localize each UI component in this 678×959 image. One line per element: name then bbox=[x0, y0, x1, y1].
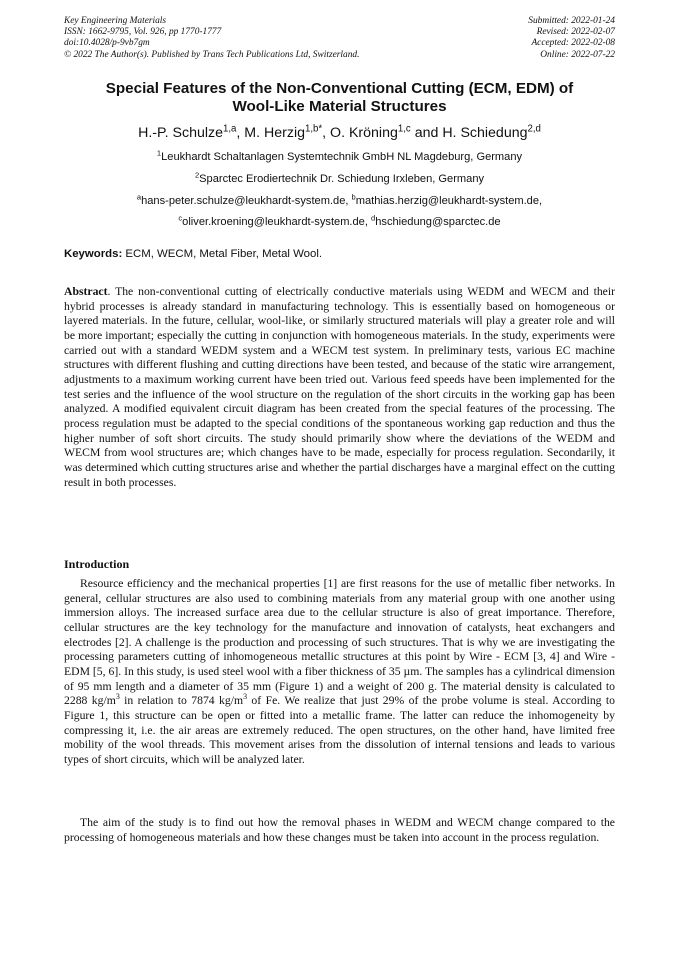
author-affiliation-marker: 2,d bbox=[527, 123, 541, 135]
keywords bbox=[64, 247, 615, 262]
paragraph-text: Resource efficiency and the mechanical properties [1] are first reasons for the use of metallic fiber networks. In general, cellular structures are also used to combining materials from any material group with one another using immersion alloys. The increased surface area due to the cellular structure is also of great importance. Therefore, cellular structures are the key technology for the manufacture and innovation of catalysts, heat exchangers and electrodes [2]. A challenge is the production and processing of such structures. That is why we are investigating the processing parameters cutting of inhomogeneous metallic structures at this point by Wire - ECM [3, 4] and Wire - EDM [5, 6]. In this study, is used steel wool with a fiber thickness of 35 µm. The samples has a cylindrical dimension of 95 mm length and a diameter of 35 mm (Figure 1) and a weight of 200 g. The material density is calculated to 2288 kg/m bbox=[64, 577, 615, 708]
affiliation-marker: 1 bbox=[156, 148, 162, 158]
email-marker: c bbox=[178, 213, 183, 223]
affiliation-1 bbox=[64, 150, 615, 164]
keywords-label: Keywords: bbox=[64, 248, 123, 260]
title-line-2: Wool-Like Material Structures bbox=[232, 98, 447, 115]
author-name: O. Kröning bbox=[330, 125, 398, 141]
email-address[interactable]: hans-peter.schulze@leukhardt-system.de, bbox=[141, 195, 352, 207]
journal-name: Key Engineering Materials bbox=[64, 16, 167, 26]
email-marker: d bbox=[371, 213, 376, 223]
email-address[interactable]: mathias.herzig@leukhardt-system.de, bbox=[355, 195, 543, 207]
paragraph-text: in relation to 7874 kg/m bbox=[119, 694, 244, 708]
paragraph-text: of Fe. We realize that just 29% of the probe volume is steal. According to Figure 1, this structure can be open or fitted into a metallic frame. The latter can reduce the inhomogeneity by compressing it, i.e. the air areas are extremely reduced. The open structures, on the other hand, have limited free mobility of the wool threads. This movement arises from the dissolution of internal tensions and leads to various types of short circuits, which will be analyzed later. bbox=[64, 694, 616, 766]
abstract-label: Abstract bbox=[64, 285, 108, 298]
affiliation-text: Leukhardt Schaltanlagen Systemtechnik GmbH NL Magdeburg, Germany bbox=[161, 151, 523, 163]
author-affiliation-marker: 1,b* bbox=[305, 123, 323, 135]
affiliation-2 bbox=[64, 172, 615, 186]
revised-date: Revised: 2022-02-07 bbox=[536, 27, 615, 38]
author-name: M. Herzig bbox=[244, 125, 305, 141]
superscript: 3 bbox=[115, 692, 120, 702]
affiliation-marker: 2 bbox=[194, 170, 200, 180]
accepted-date: Accepted: 2022-02-08 bbox=[531, 38, 615, 49]
introduction-paragraph-1 bbox=[64, 577, 615, 768]
copyright-notice: © 2022 The Author(s). Published by Trans Tech Publications Ltd, Switzerland. bbox=[64, 49, 360, 60]
email-marker: b bbox=[351, 192, 356, 202]
email-line-1 bbox=[64, 194, 615, 208]
submitted-date: Submitted: 2022-01-24 bbox=[528, 16, 615, 26]
email-address[interactable]: hschiedung@sparctec.de bbox=[375, 216, 501, 228]
author-affiliation-marker: 1,c bbox=[397, 123, 411, 135]
title-line-1: Special Features of the Non-Conventional Cutting (ECM, EDM) of bbox=[105, 80, 574, 97]
paper-title bbox=[64, 80, 615, 116]
affiliation-text: Sparctec Erodiertechnik Dr. Schiedung Irxleben, Germany bbox=[199, 173, 485, 185]
doi[interactable]: doi:10.4028/p-9vb7gm bbox=[64, 38, 150, 49]
email-address[interactable]: oliver.kroening@leukhardt-system.de, bbox=[182, 216, 372, 228]
email-line-2 bbox=[64, 215, 615, 229]
author-list bbox=[64, 125, 615, 142]
author-separator: , bbox=[236, 125, 245, 141]
author-separator: , bbox=[322, 125, 331, 141]
header-journal-info bbox=[64, 16, 424, 61]
abstract bbox=[64, 285, 615, 490]
section-heading-introduction: Introduction bbox=[64, 557, 130, 571]
keywords-text: ECM, WECM, Metal Fiber, Metal Wool. bbox=[122, 248, 323, 260]
author-affiliation-marker: 1,a bbox=[223, 123, 237, 135]
online-date: Online: 2022-07-22 bbox=[540, 49, 615, 60]
superscript: 3 bbox=[243, 692, 248, 702]
header-dates bbox=[415, 16, 615, 61]
issn-volume-pages: ISSN: 1662-9795, Vol. 926, pp 1770-1777 bbox=[64, 27, 222, 38]
author-name: H.-P. Schulze bbox=[138, 125, 223, 141]
email-marker: a bbox=[136, 192, 142, 202]
introduction-paragraph-2: The aim of the study is to find out how the removal phases in WEDM and WECM change compared to the processing of homogeneous materials and how these changes must be taken into account in the process regulation. bbox=[64, 816, 615, 844]
abstract-text: . The non-conventional cutting of electrically conductive materials using WEDM and WECM and their hybrid processes is already standard in manufacturing technology. This is essentially based on homogeneous or layered materials. In the future, cellular, wool-like, or similarly structured materials will play a greater role and will be more important; especially the cutting in conjunction with homogeneous materials. In the study, experiments were carried out with a standard WEDM system and a WECM test system. In preliminary tests, various EC machine structures with different flushing and cutting directions have been tested, and because of the static wire arrangement, adjustments to a maximum working current have been tried out. Various feed speeds have been implemented for the test series and the influence of the wool structure on the regulation of the short circuits in the working gap has been analyzed. A modified equivalent circuit diagram has been created from the special features of the processing. The process regulation must be adapted to the special conditions of the spontaneous working gap reduction and thus the higher number of soft short circuits. The study should primarily show where the deviations of the WEDM and WECM from wool structures are; which changes have to be made, especially for process regulation. Secondarily, it was determined which cutting structures arise and whether the partial discharges have a marginal effect on the cutting result in both processes. bbox=[64, 285, 615, 489]
author-name: H. Schiedung bbox=[442, 125, 528, 141]
author-separator: and bbox=[410, 125, 443, 141]
